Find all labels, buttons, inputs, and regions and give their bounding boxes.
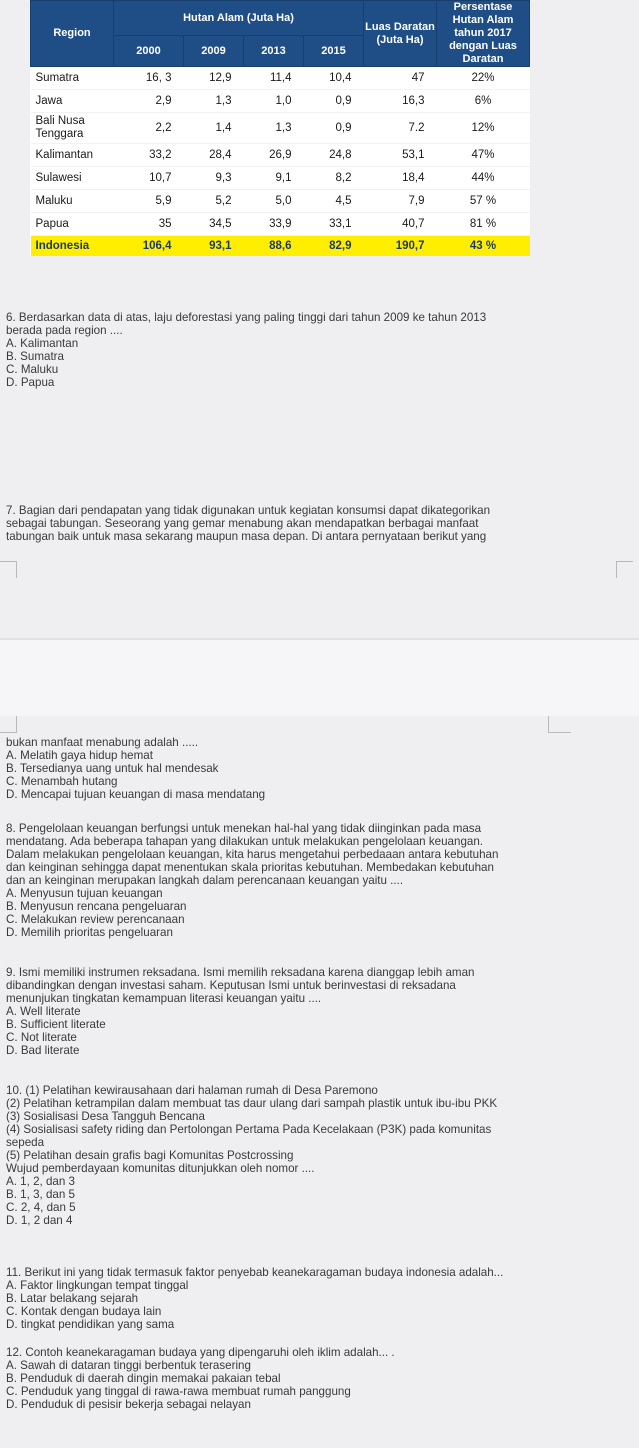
answer-option: A. Well literate (6, 1005, 81, 1018)
question-text-line: 9. Ismi memiliki instrumen reksadana. Ismi memilih reksadana karena dianggap lebih aman (6, 966, 475, 979)
cell-2009: 9,3 (183, 167, 243, 190)
answer-option: A. Melatih gaya hidup hemat (6, 749, 153, 762)
cell-luas: 7.2 (364, 113, 437, 144)
cell-2013: 26,9 (243, 144, 303, 167)
cell-2013: 33,9 (243, 213, 303, 236)
answer-option: C. Penduduk yang tinggal di rawa-rawa membuat rumah panggung (6, 1385, 351, 1398)
answer-option: C. 2, 4, dan 5 (6, 1201, 76, 1214)
question-text-line: berada pada region .... (6, 324, 123, 337)
cell-region: Sumatra (31, 67, 114, 90)
cell-2000: 2,2 (114, 113, 184, 144)
cell-2013: 9,1 (243, 167, 303, 190)
cell-persen: 22% (437, 67, 530, 90)
cell-2009: 28,4 (183, 144, 243, 167)
answer-option: B. Tersedianya uang untuk hal mendesak (6, 762, 219, 775)
crop-corner-mark (548, 716, 571, 733)
answer-option: D. Papua (6, 376, 55, 389)
cell-persen: 81 % (437, 213, 530, 236)
crop-corner-mark (0, 716, 17, 733)
cell-persen: 44% (437, 167, 530, 190)
cell-persen: 57 % (437, 190, 530, 213)
cell-persen: 12% (437, 113, 530, 144)
header-persentase: Persentase Hutan Alam tahun 2017 dengan Luas Daratan (437, 1, 530, 67)
question-text-line: dibandingkan dengan investasi saham. Keputusan Ismi untuk berinvestasi di reksadana (6, 979, 456, 992)
page-gap (0, 640, 639, 716)
cell-2015: 0,9 (303, 113, 363, 144)
question-text-line: menunjukan tingkatan kemampuan literasi keuangan yaitu .... (6, 992, 322, 1005)
question-text-line: (2) Pelatihan ketrampilan dalam membuat tas daur ulang dari sampah plastik untuk ibu-ibu PKK (6, 1097, 498, 1110)
answer-option: D. Memilih prioritas pengeluaran (6, 926, 173, 939)
cell-2009: 12,9 (183, 67, 243, 90)
cell-2000: 2,9 (114, 90, 184, 113)
cell-2000: 35 (114, 213, 184, 236)
cell-2000: 33,2 (114, 144, 184, 167)
question-12 (6, 1346, 636, 1411)
question-text-line: 6. Berdasarkan data di atas, laju deforestasi yang paling tinggi dari tahun 2009 ke tahun 2013 (6, 311, 487, 324)
cell-2013: 1,3 (243, 113, 303, 144)
cell-persen: 6% (437, 90, 530, 113)
question-text-line: bukan manfaat menabung adalah ..... (6, 736, 199, 749)
table-row (31, 113, 530, 144)
table-row (31, 144, 530, 167)
header-region: Region (31, 1, 114, 67)
header-year: 2015 (303, 36, 363, 67)
question-text-line: Wujud pemberdayaan komunitas ditunjukkan oleh nomor .... (6, 1162, 315, 1175)
answer-option: A. Sawah di dataran tinggi berbentuk terasering (6, 1359, 251, 1372)
cell-region: Maluku (31, 190, 114, 213)
question-text-line: 7. Bagian dari pendapatan yang tidak digunakan untuk kegiatan konsumsi dapat dikategorikan (6, 504, 491, 517)
cell-luas: 47 (364, 67, 437, 90)
answer-option: B. Menyusun rencana pengeluaran (6, 900, 187, 913)
table-row (31, 90, 530, 113)
header-year: 2009 (183, 36, 243, 67)
cell-luas: 7,9 (364, 190, 437, 213)
crop-corner-mark (616, 561, 633, 578)
cell-luas: 40,7 (364, 213, 437, 236)
question-text-line: Dalam melakukan pengelolaan keuangan, kita harus mengetahui perbedaaan antara kebutuhan (6, 848, 499, 861)
question-text-line: 10. (1) Pelatihan kewirausahaan dari halaman rumah di Desa Paremono (6, 1084, 378, 1097)
cell-2015: 10,4 (303, 67, 363, 90)
cell-persen: 43 % (437, 236, 530, 257)
answer-option: A. Menyusun tujuan keuangan (6, 887, 163, 900)
question-text-line: tabungan baik untuk masa sekarang maupun masa depan. Di antara pernyataan berikut yang (6, 530, 487, 543)
question-text-line: dan an keinginan merupakan langkah dalam perencanaan keuangan yaitu .... (6, 874, 404, 887)
cell-region: Bali Nusa Tenggara (31, 113, 114, 144)
cell-luas: 16,3 (364, 90, 437, 113)
question-text-line: mendatang. Ada beberapa tahapan yang dilakukan untuk melakukan pengelolaan keuangan. (6, 835, 484, 848)
cell-2009: 1,4 (183, 113, 243, 144)
table-row (31, 213, 530, 236)
cell-luas: 18,4 (364, 167, 437, 190)
table-row (31, 190, 530, 213)
answer-option: C. Melakukan review perencanaan (6, 913, 185, 926)
question-10 (6, 1084, 636, 1227)
question-text-line: sepeda (6, 1136, 45, 1149)
cell-2015: 33,1 (303, 213, 363, 236)
answer-option: A. Faktor lingkungan tempat tinggal (6, 1279, 189, 1292)
cell-2009: 1,3 (183, 90, 243, 113)
cell-region: Jawa (31, 90, 114, 113)
cell-2000: 16, 3 (114, 67, 184, 90)
cell-2013: 5,0 (243, 190, 303, 213)
cell-luas: 190,7 (364, 236, 437, 257)
answer-option: C. Not literate (6, 1031, 77, 1044)
cell-2015: 4,5 (303, 190, 363, 213)
answer-option: B. Penduduk di daerah dingin memakai pakaian tebal (6, 1372, 281, 1385)
answer-option: C. Maluku (6, 363, 59, 376)
cell-region: Sulawesi (31, 167, 114, 190)
answer-option: D. Bad literate (6, 1044, 80, 1057)
answer-option: A. 1, 2, dan 3 (6, 1175, 75, 1188)
answer-option: A. Kalimantan (6, 337, 79, 350)
forest-data-table (30, 0, 530, 256)
answer-option: B. Sufficient literate (6, 1018, 106, 1031)
header-hutan-alam: Hutan Alam (Juta Ha) (114, 1, 364, 36)
question-7-continued (6, 736, 636, 801)
answer-option: B. 1, 3, dan 5 (6, 1188, 75, 1201)
question-text-line: (5) Pelatihan desain grafis bagi Komunitas Postcrossing (6, 1149, 294, 1162)
answer-option: D. tingkat pendidikan yang sama (6, 1318, 175, 1331)
answer-option: C. Kontak dengan budaya lain (6, 1305, 162, 1318)
cell-region: Indonesia (31, 236, 114, 257)
cell-2000: 10,7 (114, 167, 184, 190)
question-11 (6, 1266, 636, 1331)
cell-2015: 24,8 (303, 144, 363, 167)
question-text-line: 12. Contoh keanekaragaman budaya yang dipengaruhi oleh iklim adalah... . (6, 1346, 395, 1359)
cell-2013: 88,6 (243, 236, 303, 257)
answer-option: D. Penduduk di pesisir bekerja sebagai nelayan (6, 1398, 251, 1411)
answer-option: B. Latar belakang sejarah (6, 1292, 139, 1305)
answer-option: B. Sumatra (6, 350, 64, 363)
cell-2009: 5,2 (183, 190, 243, 213)
answer-option: C. Menambah hutang (6, 775, 118, 788)
answer-option: D. 1, 2 dan 4 (6, 1214, 73, 1227)
question-6 (6, 311, 636, 389)
question-text-line: 11. Berikut ini yang tidak termasuk faktor penyebab keanekaragaman budaya indonesia adalah... (6, 1266, 504, 1279)
header-year: 2013 (243, 36, 303, 67)
question-text-line: (3) Sosialisasi Desa Tangguh Bencana (6, 1110, 205, 1123)
crop-corner-mark (0, 561, 17, 578)
table-row (31, 167, 530, 190)
question-9 (6, 966, 636, 1057)
question-text-line: dan keinginan sehingga dapat menentukan skala prioritas kebutuhan. Membedakan kebutuhan (6, 861, 494, 874)
cell-2009: 93,1 (183, 236, 243, 257)
answer-option: D. Mencapai tujuan keuangan di masa mendatang (6, 788, 266, 801)
cell-2015: 82,9 (303, 236, 363, 257)
cell-region: Kalimantan (31, 144, 114, 167)
question-7 (6, 504, 636, 543)
cell-2000: 5,9 (114, 190, 184, 213)
cell-luas: 53,1 (364, 144, 437, 167)
cell-2015: 8,2 (303, 167, 363, 190)
cell-2009: 34,5 (183, 213, 243, 236)
cell-2013: 1,0 (243, 90, 303, 113)
header-luas-daratan: Luas Daratan (Juta Ha) (364, 1, 437, 67)
cell-2013: 11,4 (243, 67, 303, 90)
header-year: 2000 (114, 36, 184, 67)
question-text-line: sebagai tabungan. Seseorang yang gemar menabung akan mendapatkan berbagai manfaat (6, 517, 479, 530)
question-text-line: 8. Pengelolaan keuangan berfungsi untuk menekan hal-hal yang tidak diinginkan pada masa (6, 822, 482, 835)
cell-persen: 47% (437, 144, 530, 167)
cell-region: Papua (31, 213, 114, 236)
question-8 (6, 822, 636, 939)
cell-2015: 0,9 (303, 90, 363, 113)
cell-2000: 106,4 (114, 236, 184, 257)
table-row (31, 67, 530, 90)
question-text-line: (4) Sosialisasi safety riding dan Pertolongan Pertama Pada Kecelakaan (P3K) pada komunitas (6, 1123, 492, 1136)
table-total-row (31, 236, 530, 257)
